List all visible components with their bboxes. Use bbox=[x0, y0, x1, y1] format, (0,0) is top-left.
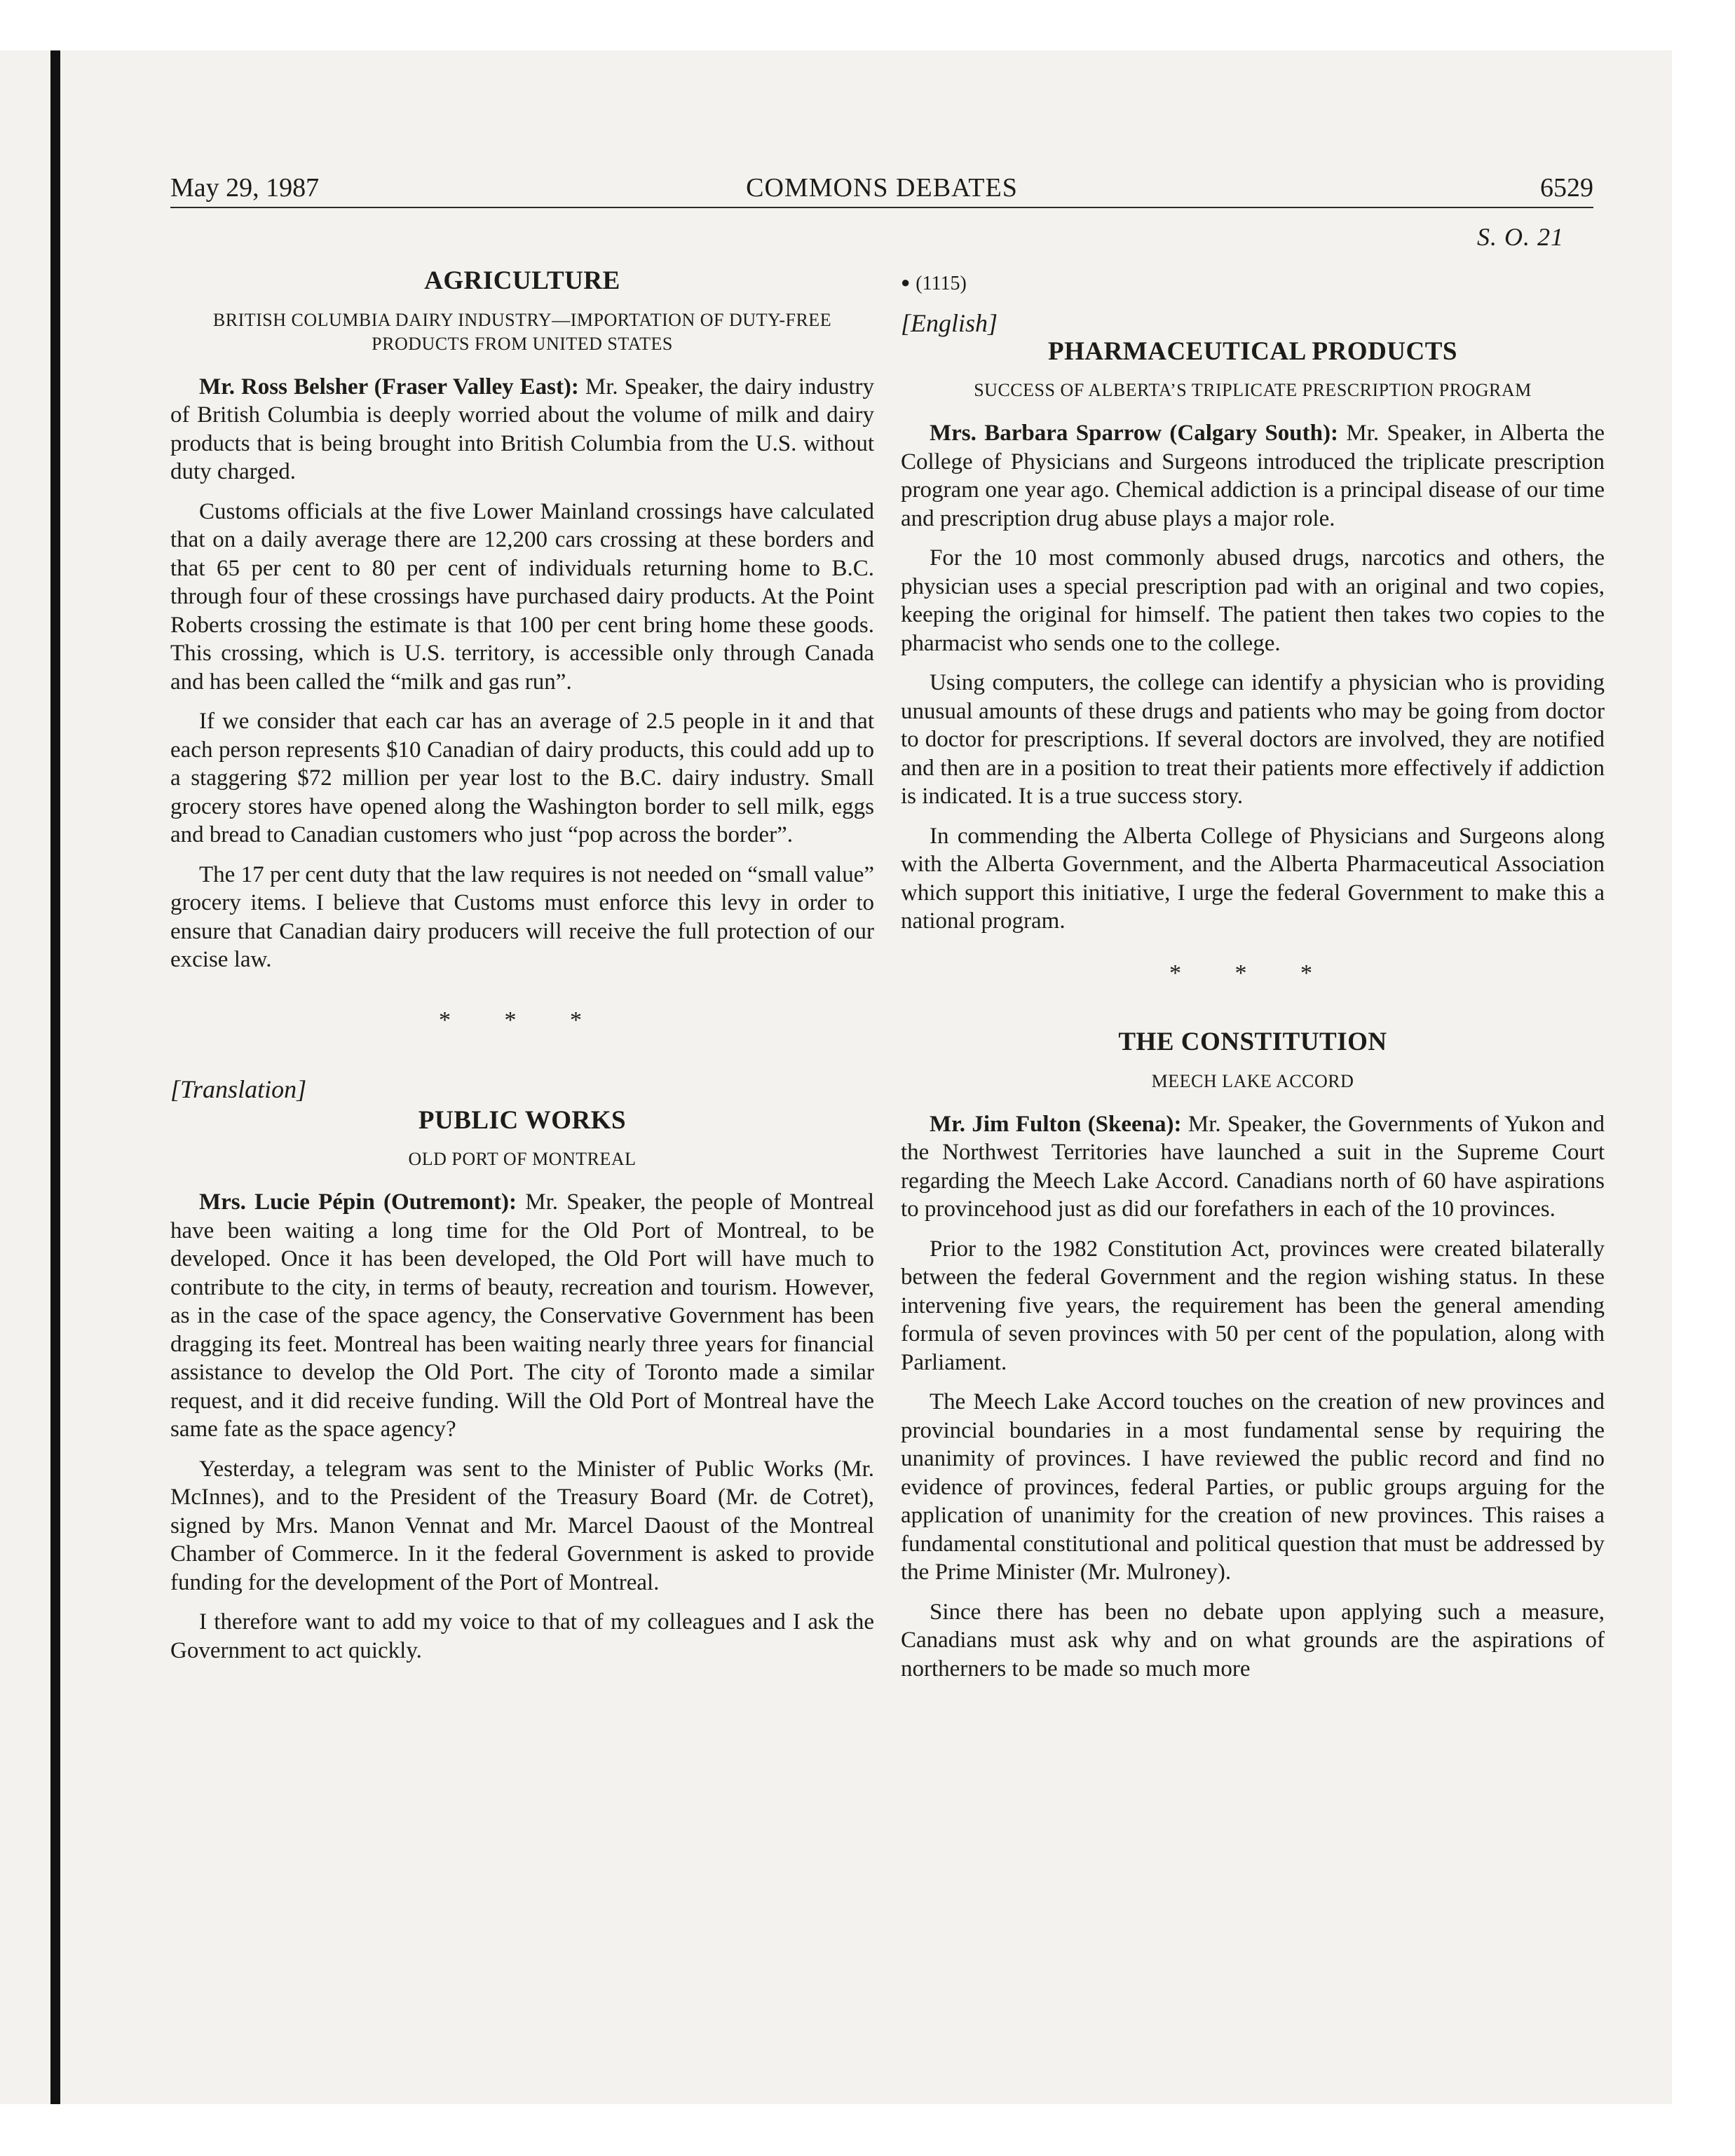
left-column bbox=[170, 267, 874, 1665]
paragraph: Since there has been no debate upon applying such a measure, Canadians must ask why and on what grounds are the aspirations of northerners to be made so much more bbox=[901, 1599, 1605, 1681]
english-tag: [English] bbox=[901, 309, 998, 337]
section-heading: PUBLIC WORKS bbox=[418, 1105, 627, 1135]
section-separator: * * * bbox=[439, 1007, 606, 1033]
page-number: 6529 bbox=[1540, 173, 1593, 203]
header-title: COMMONS DEBATES bbox=[746, 173, 1018, 203]
section-subheading: MEECH LAKE ACCORD bbox=[1151, 1070, 1354, 1091]
paragraph: Yesterday, a telegram was sent to the Minister of Public Works (Mr. McInnes), and to the President of the Treasury Board (Mr. de Cotret), signed by Mrs. Manon Vennat and Mr. Marcel Daoust of the Montreal Chamber of Commerce. In it the federal Government is asked to provide funding for the development of the Port of Montreal. bbox=[170, 1456, 874, 1595]
paragraph bbox=[170, 1188, 874, 1444]
bullet-icon: ● bbox=[901, 273, 911, 291]
paragraph bbox=[901, 419, 1605, 533]
paragraph: The 17 per cent duty that the law requires is not needed on “small value” grocery items. I believe that Customs must enforce this levy in order to ensure that Canadian dairy producers will receive the full protection of our excise law. bbox=[170, 861, 874, 972]
paragraph: I therefore want to add my voice to that of my colleagues and I ask the Government to act quickly. bbox=[170, 1609, 874, 1663]
paragraph: Using computers, the college can identify a physician who is providing unusual amounts of these drugs and patients who may be going from doctor to doctor for prescriptions. If several doctors are involved, they are notified and then are in a position to treat their patients more effectively if addiction is indicated. It is a true success story. bbox=[901, 670, 1605, 809]
paragraph: In commending the Alberta College of Physicians and Surgeons along with the Alberta Government, and the Alberta Pharmaceutical Association which support this initiative, I urge the federal Government to make this a national program. bbox=[901, 823, 1605, 934]
page-header bbox=[170, 172, 1593, 206]
scan-border-right bbox=[1672, 0, 1735, 2156]
speaker-name: Mr. Ross Belsher (Fraser Valley East): bbox=[199, 374, 579, 400]
paragraph-text: Mr. Speaker, in Alberta the College of Physicians and Surgeons introduced the triplicate prescription program one year ago. Chemical addiction is a principal disease of our time and prescription drug abuse plays a major role. bbox=[901, 421, 1605, 531]
time-marker: ● (1115) bbox=[901, 272, 967, 294]
paragraph-text: Mr. Speaker, the Governments of Yukon and the Northwest Territories have launched a suit in the Supreme Court regarding the Meech Lake Accord. Canadians north of 60 have aspirations to provincehood just as did our forefathers in each of the 10 provinces. bbox=[901, 1111, 1605, 1222]
translation-tag: [Translation] bbox=[170, 1075, 307, 1103]
paragraph bbox=[170, 373, 874, 486]
pharmaceutical-section bbox=[901, 338, 1605, 936]
agriculture-section bbox=[170, 267, 874, 974]
paragraph: For the 10 most commonly abused drugs, narcotics and others, the physician uses a special prescription pad with an original and two copies, keeping the original for himself. The patient then takes two copies to the pharmacist who sends one to the college. bbox=[901, 545, 1605, 656]
page-binding-edge bbox=[50, 50, 60, 2104]
paragraph: Customs officials at the five Lower Mainland crossings have calculated that on a daily average there are 12,200 cars crossing at these borders and that 65 per cent to 80 per cent of individuals returning home to B.C. through four of these crossings have purchased dairy products. At the Point Roberts crossing the estimate is that 100 per cent bring home these goods. This crossing, which is U.S. territory, is accessible only through Canada and has been called the “milk and gas run”. bbox=[170, 498, 874, 695]
speaker-name: Mrs. Barbara Sparrow (Calgary South): bbox=[930, 421, 1338, 446]
section-heading: AGRICULTURE bbox=[424, 266, 620, 295]
section-heading: THE CONSTITUTION bbox=[1118, 1028, 1387, 1056]
section-subheading: OLD PORT OF MONTREAL bbox=[408, 1149, 637, 1169]
public-works-section bbox=[170, 1107, 874, 1665]
paragraph bbox=[901, 1110, 1605, 1224]
scan-border-top bbox=[0, 0, 1735, 50]
paragraph: Prior to the 1982 Constitution Act, provinces were created bilaterally between the federal Government and the region wishing status. In these intervening five years, the requirement has been the general amending formula of seven provinces with 50 per cent of the population, along with Parliament. bbox=[901, 1236, 1605, 1375]
paragraph-text: Mr. Speaker, the dairy industry of British Columbia is deeply worried about the volume of milk and dairy products that is being brought into British Columbia from the U.S. without duty charged. bbox=[170, 374, 875, 484]
scan-border-bottom bbox=[0, 2104, 1735, 2156]
header-date: May 29, 1987 bbox=[170, 173, 320, 203]
speaker-name: Mr. Jim Fulton (Skeena): bbox=[930, 1111, 1182, 1137]
constitution-section bbox=[901, 1028, 1605, 1683]
paragraph: If we consider that each car has an average of 2.5 people in it and that each person represents $10 Canadian of dairy products, this could add up to a staggering $72 million per year lost to the B.C. dairy industry. Small grocery stores have opened along the Washington border to sell milk, eggs and bread to Canadian customers who just “pop across the border”. bbox=[170, 709, 874, 847]
section-separator: * * * bbox=[1169, 960, 1336, 986]
right-column bbox=[901, 223, 1605, 1683]
paragraph-text: Mr. Speaker, the people of Montreal have been waiting a long time for the Old Port of Montreal, to be developed. Once it has been developed, the Old Port will have much to contribute to the city, in terms of beauty, recreation and tourism. However, as in the case of the space agency, the Conservative Government has been dragging its feet. Montreal has been waiting nearly three years for financial assistance to develop the Old Port. The city of Toronto made a similar request, and it did receive funding. Will the Old Port of Montreal have the same fate as the space agency? bbox=[170, 1189, 875, 1442]
speaker-name: Mrs. Lucie Pépin (Outremont): bbox=[199, 1189, 517, 1215]
section-heading: PHARMACEUTICAL PRODUCTS bbox=[1047, 336, 1457, 366]
section-subheading: BRITISH COLUMBIA DAIRY INDUSTRY—IMPORTATION OF DUTY-FREE PRODUCTS FROM UNITED STATES bbox=[212, 309, 832, 354]
standing-order-label: S. O. 21 bbox=[1477, 223, 1564, 251]
paragraph: The Meech Lake Accord touches on the creation of new provinces and provincial boundaries in a most fundamental sense by requiring the unanimity of provinces. I have reviewed the public record and find no evidence of provinces, federal Parties, or public groups arguing for the application of unanimity for the creation of new provinces. This raises a fundamental constitutional and political question that must be addressed by the Prime Minister (Mr. Mulroney). bbox=[901, 1389, 1605, 1585]
header-rule bbox=[170, 207, 1593, 208]
section-subheading: SUCCESS OF ALBERTA’S TRIPLICATE PRESCRIPTION PROGRAM bbox=[974, 380, 1532, 400]
